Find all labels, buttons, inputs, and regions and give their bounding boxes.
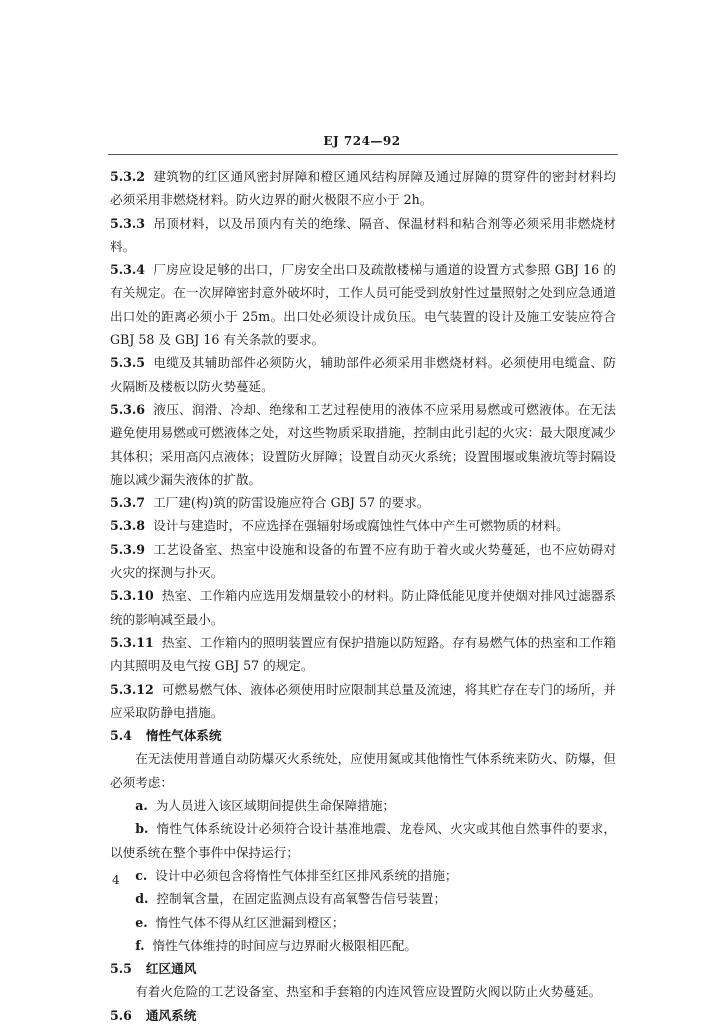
clause-text: 电缆及其辅助部件必须防火，辅助部件必须采用非燃烧材料。必须使用电缆盒、防火隔断及楼板以防火势蔓延。 (110, 355, 616, 394)
clause-text: 吊顶材料，以及吊顶内有关的绝缘、隔音、保温材料和粘合剂等必须采用非燃烧材料。 (110, 215, 616, 254)
list-text: 为人员进入该区域期间提供生命保障措施； (155, 798, 396, 814)
clause-5-3-10 (110, 584, 616, 631)
header-rule (108, 154, 618, 155)
clause-text: 建筑物的红区通风密封屏障和橙区通风结构屏障及通过屏障的贯穿件的密封材料均必须采用非燃烧材料。防火边界的耐火极限不应小于 2h。 (110, 169, 616, 208)
clause-text: 工厂建(构)筑的防雷设施应符合 GBJ 57 的要求。 (153, 495, 430, 511)
section-5-4-intro: 在无法使用普通自动防爆灭火系统处，应使用氮或其他惰性气体系统来防火、防爆，但必须考虑： (110, 751, 616, 790)
clause-number: 5.3.2 (110, 169, 146, 184)
clause-number: 5.3.3 (110, 215, 146, 231)
list-item-f (110, 934, 616, 957)
section-heading-5-4 (110, 724, 616, 747)
list-item-d (110, 887, 616, 910)
list-letter: a. (135, 798, 148, 814)
list-letter: d. (135, 891, 149, 907)
clause-text: 设计与建造时，不应选择在强辐射场或腐蚀性气体中产生可燃物质的材料。 (153, 518, 569, 534)
clause-number: 5.3.6 (110, 401, 146, 417)
list-item-a (110, 794, 616, 817)
clause-number: 5.3.5 (110, 355, 146, 371)
list-text: 惰性气体维持的时间应与边界耐火极限相匹配。 (152, 937, 418, 953)
section-title: 惰性气体系统 (145, 728, 222, 744)
section-number: 5.5 (110, 961, 132, 977)
clause-text: 液压、润滑、冷却、绝缘和工艺过程使用的液体不应采用易燃或可燃液体。在无法避免使用易燃或可燃液体之处，对这些物质采取措施，控制由此引起的火灾：最大限度减少其体积；采用高闪点液体；设置防火屏障；设置自动灭火系统；设置围堰或集液坑等封隔设施以减少漏失液体的扩散。 (110, 401, 616, 487)
clause-5-3-3 (110, 212, 616, 259)
clause-text: 热室、工作箱内的照明装置应有保护措施以防短路。存有易燃气体的热室和工作箱内其照明及电气按 GBJ 57 的规定。 (110, 634, 616, 674)
clause-number: 5.3.11 (110, 634, 154, 650)
clause-5-3-6 (110, 398, 616, 491)
clause-text: 可燃易燃气体、液体必须使用时应限制其总量及流速，将其贮存在专门的场所，并应采取防静电措施。 (110, 681, 616, 720)
body-text (110, 165, 616, 1027)
section-number: 5.4 (110, 728, 132, 744)
section-5-5-text: 有着火危险的工艺设备室、热室和手套箱的内连风管应设置防火阀以防止火势蔓延。 (135, 984, 602, 1000)
section-title: 红区通风 (145, 961, 197, 977)
clause-5-3-11 (110, 631, 616, 678)
page-number: 4 (112, 873, 120, 887)
list-letter: f. (135, 937, 145, 953)
list-letter: e. (135, 914, 148, 930)
list-text: 设计中必须包含将惰性气体排至红区排风系统的措施； (155, 867, 458, 883)
clause-number: 5.3.9 (110, 541, 146, 557)
clause-number: 5.3.10 (110, 588, 154, 604)
clause-number: 5.3.12 (110, 681, 154, 697)
clause-5-3-12 (110, 678, 616, 725)
clause-text: 热室、工作箱内应选用发烟量较小的材料。防止降低能见度并使烟对排风过滤器系统的影响减至最小。 (110, 588, 616, 627)
section-number: 5.6 (110, 1007, 132, 1023)
clause-5-3-4 (110, 258, 616, 351)
list-text: 控制氧含量，在固定监测点设有高氧警告信号装置； (156, 891, 447, 907)
clause-number: 5.3.8 (110, 518, 146, 534)
running-header: EJ 724—92 (323, 134, 401, 148)
clause-5-3-8 (110, 514, 616, 537)
list-letter: c. (135, 867, 148, 883)
list-item-b (110, 817, 616, 864)
clause-text: 厂房应设足够的出口，厂房安全出口及疏散楼梯与通道的设置方式参照 GBJ 16 的有关规定。在一次屏障密封意外破坏时，工作人员可能受到放射性过量照射之处到应急通道出口处的距离必须小于 25m。出口处必须设计成负压。电气装置的设计及施工安装应符合 GBJ 58 及 GBJ 16 有关条款的要求。 (110, 262, 616, 348)
clause-number: 5.3.4 (110, 262, 146, 278)
clause-text: 工艺设备室、热室中设施和设备的布置不应有助于着火或火势蔓延，也不应妨碍对火灾的探测与扑灭。 (110, 541, 616, 581)
list-text: 惰性气体系统设计必须符合设计基准地震、龙卷风、火灾或其他自然事件的要求，以使系统在整个事件中保持运行； (110, 821, 616, 860)
list-letter: b. (135, 821, 149, 837)
list-item-c (110, 864, 616, 887)
list-text: 惰性气体不得从红区泄漏到橙区； (155, 914, 345, 930)
clause-5-3-9 (110, 538, 616, 585)
section-title: 通风系统 (145, 1007, 197, 1023)
clause-5-3-7 (110, 491, 616, 514)
section-heading-5-6 (110, 1004, 616, 1027)
list-item-e (110, 911, 616, 934)
clause-5-3-2 (110, 165, 616, 212)
clause-5-3-5 (110, 351, 616, 398)
clause-number: 5.3.7 (110, 495, 146, 511)
section-heading-5-5 (110, 957, 616, 980)
